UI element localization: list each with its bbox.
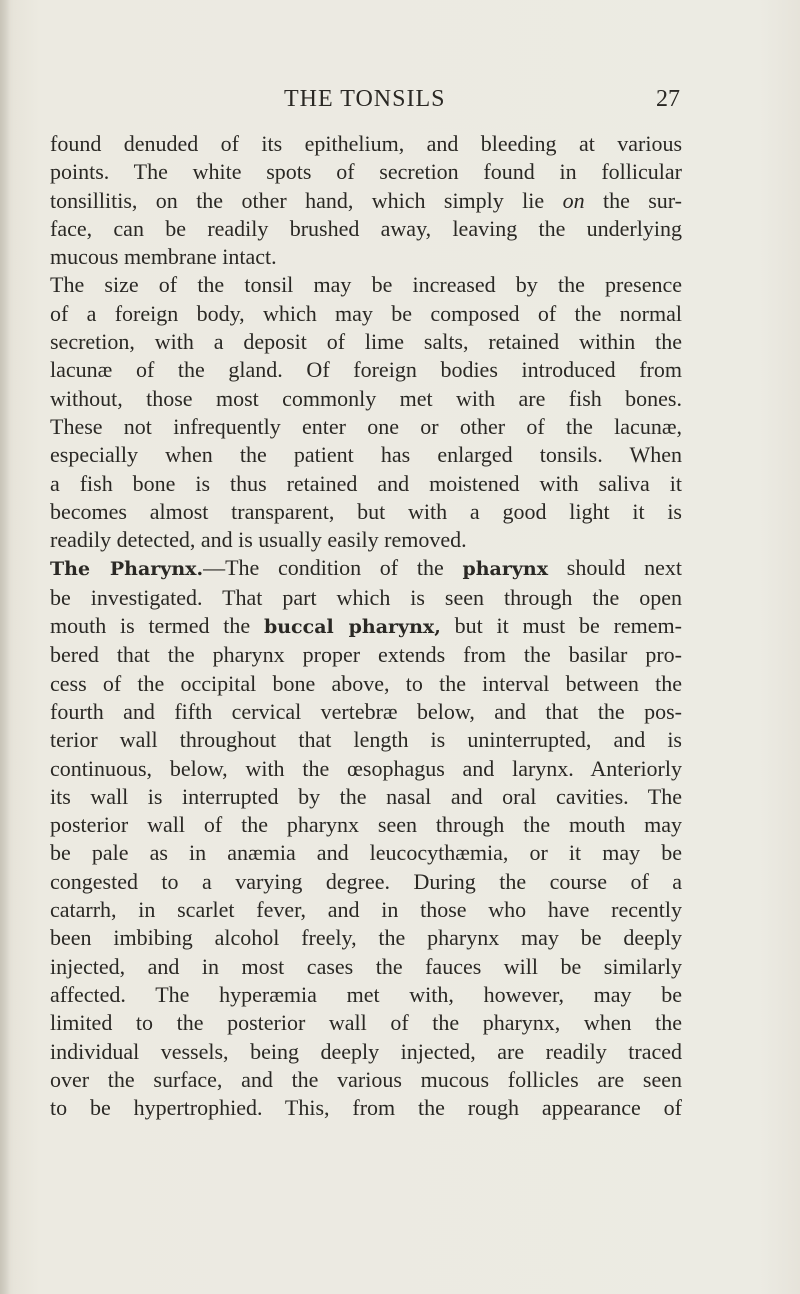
gutter-shadow <box>0 0 10 1294</box>
text-line: cess of the occipital bone above, to the interval between the <box>50 670 682 696</box>
text-line: bered that the pharynx proper extends from the basilar pro- <box>50 642 682 668</box>
text-line: face, can be readily brushed away, leaving the underlying <box>50 215 682 241</box>
text-line: over the surface, and the various mucous follicles are seen <box>50 1066 682 1092</box>
text-line: congested to a varying degree. During the course of a <box>50 868 682 894</box>
text-line: becomes almost transparent, but with a good light it is <box>50 498 682 524</box>
text-line: especially when the patient has enlarged tonsils. When <box>50 442 682 468</box>
text-line: points. The white spots of secretion found in follicular <box>50 159 682 185</box>
text-line: The size of the tonsil may be increased by the presence <box>50 272 682 298</box>
paragraph-tonsil-spots <box>50 130 682 271</box>
text-line: be investigated. That part which is seen through the open <box>50 584 682 610</box>
text-line: be pale as in anæmia and leucocythæmia, or it may be <box>50 840 682 866</box>
text-line: terior wall throughout that length is uninterrupted, and is <box>50 727 682 753</box>
text-run: should next <box>548 555 683 581</box>
body-text <box>50 130 682 1122</box>
paragraph-foreign-body <box>50 271 682 554</box>
bold-term: pharynx <box>462 558 549 581</box>
text-run: the sur- <box>584 187 683 213</box>
text-line: its wall is interrupted by the nasal and oral cavities. The <box>50 783 682 809</box>
text-line: secretion, with a deposit of lime salts, retained within the <box>50 329 682 355</box>
text-line <box>50 612 682 641</box>
page-number: 27 <box>656 86 680 112</box>
text-line: readily detected, and is usually easily removed. <box>50 527 467 553</box>
text-run: mouth is termed the <box>50 613 264 639</box>
text-run: tonsillitis, on the other hand, which simply lie <box>50 187 563 213</box>
text-line: limited to the posterior wall of the pharynx, when the <box>50 1010 682 1036</box>
text-line: fourth and fifth cervical vertebræ below, and that the pos- <box>50 698 682 724</box>
text-line: catarrh, in scarlet fever, and in those who have recently <box>50 897 682 923</box>
text-line: affected. The hyperæmia met with, however, may be <box>50 981 682 1007</box>
running-header <box>0 83 800 115</box>
text-line: These not infrequently enter one or other of the lacunæ, <box>50 413 682 439</box>
text-line: a fish bone is thus retained and moistened with saliva it <box>50 470 682 496</box>
italic-emphasis: on <box>562 187 585 213</box>
text-line: to be hypertrophied. This, from the rough appearance of <box>50 1095 682 1121</box>
text-line: lacunæ of the gland. Of foreign bodies introduced from <box>50 357 682 383</box>
text-line: mucous membrane intact. <box>50 244 277 270</box>
text-line: of a foreign body, which may be composed of the normal <box>50 300 682 326</box>
text-line: been imbibing alcohol freely, the pharynx may be deeply <box>50 925 682 951</box>
paragraph-pharynx <box>50 554 682 1122</box>
text-line: posterior wall of the pharynx seen through the mouth may <box>50 812 682 838</box>
running-title: THE TONSILS <box>284 86 446 112</box>
bold-term: buccal pharynx, <box>263 616 441 639</box>
section-heading: The Pharynx. <box>50 558 204 581</box>
text-line: without, those most commonly met with are fish bones. <box>50 385 682 411</box>
text-line: continuous, below, with the œsophagus and larynx. Anteriorly <box>50 755 682 781</box>
text-line <box>50 187 682 215</box>
text-run: but it must be remem- <box>440 613 682 639</box>
text-line: individual vessels, being deeply injected, are readily traced <box>50 1038 682 1064</box>
text-run: —The condition of the <box>203 555 463 581</box>
text-line <box>50 554 682 583</box>
text-line: injected, and in most cases the fauces will be similarly <box>50 953 682 979</box>
text-line: found denuded of its epithelium, and bleeding at various <box>50 131 682 156</box>
